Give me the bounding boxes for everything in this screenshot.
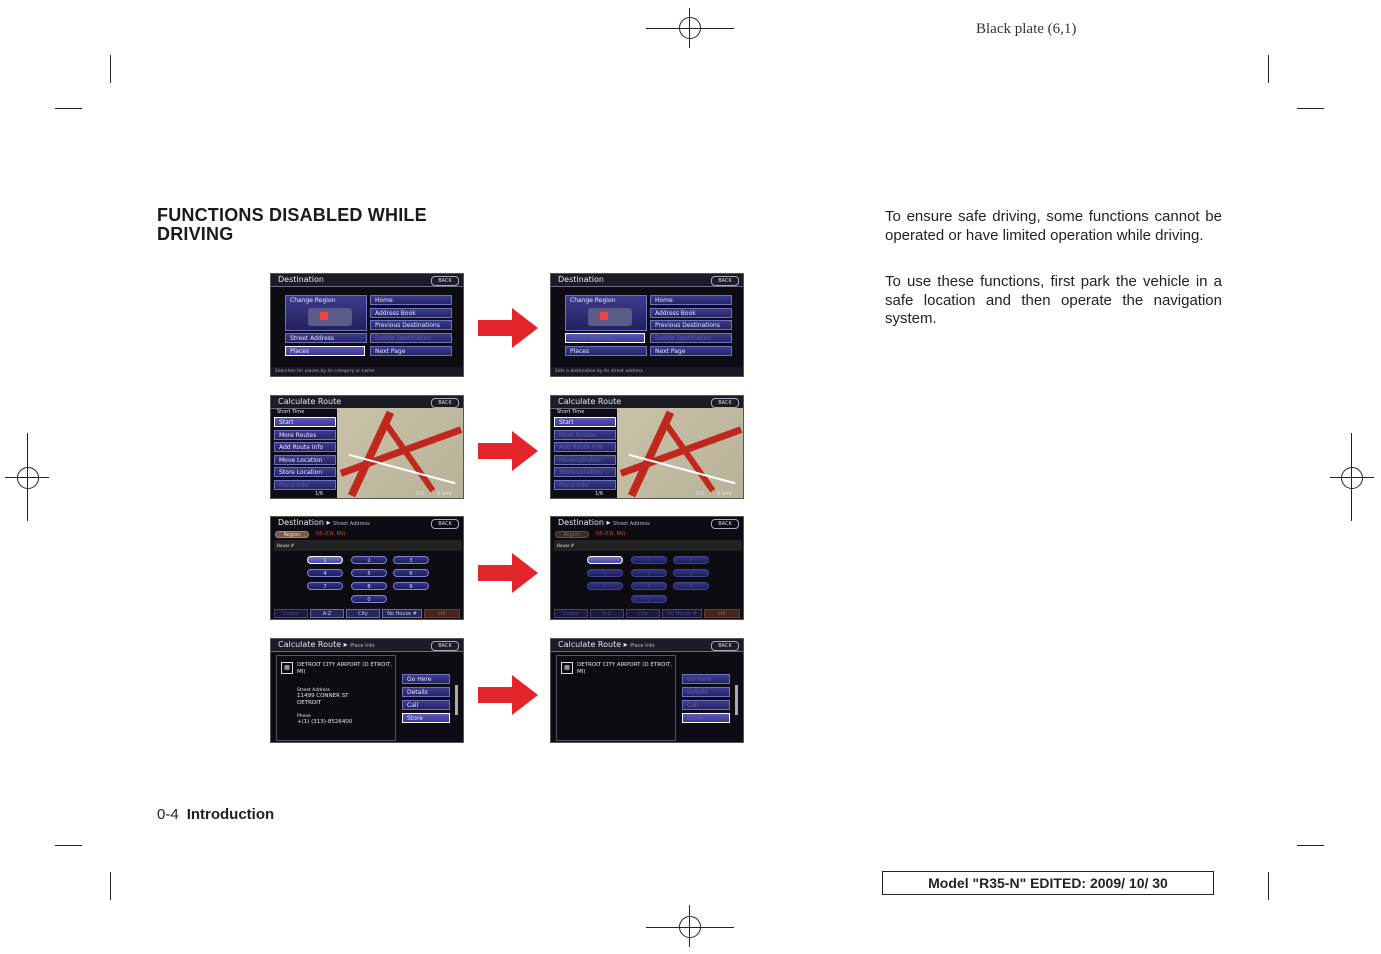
- place-name: DETROIT CITY AIRPORT (D ETROIT, MI): [297, 662, 393, 675]
- page-footer: [157, 806, 274, 823]
- page-indicator: 1/6: [315, 491, 324, 497]
- next-page-button[interactable]: Next Page: [650, 346, 732, 356]
- route-map: [337, 408, 464, 499]
- delete-button[interactable]: Delete: [274, 609, 308, 618]
- store-location-button[interactable]: Store Location: [274, 467, 336, 477]
- house-number-label: House #: [557, 543, 575, 548]
- model-box: Model "R35-N" EDITED: 2009/ 10/ 30: [882, 871, 1214, 895]
- key-2[interactable]: 2: [631, 556, 667, 564]
- home-button[interactable]: Home: [650, 295, 732, 305]
- arrow-right-icon: [478, 553, 538, 593]
- key-3[interactable]: 3: [673, 556, 709, 564]
- screen-street-address-before: [270, 516, 464, 620]
- previous-destinations-button[interactable]: Previous Destinations: [650, 320, 732, 330]
- key-7[interactable]: 7: [307, 582, 343, 590]
- no-house-number-button[interactable]: No House #: [662, 609, 702, 618]
- screen-title-bar: Calculate Route ▸ Place Info: [551, 639, 743, 652]
- key-4[interactable]: 4: [587, 569, 623, 577]
- key-8[interactable]: 8: [351, 582, 387, 590]
- back-button[interactable]: BACK: [431, 276, 459, 286]
- screen-place-info-after: [550, 638, 744, 743]
- key-9[interactable]: 9: [673, 582, 709, 590]
- back-button[interactable]: BACK: [431, 398, 459, 408]
- city-button[interactable]: City: [626, 609, 660, 618]
- phone-number: +(1) (313)-8526400: [297, 719, 353, 725]
- address-book-button[interactable]: Address Book: [370, 308, 452, 318]
- home-button[interactable]: Home: [370, 295, 452, 305]
- back-button[interactable]: BACK: [431, 641, 459, 651]
- key-6[interactable]: 6: [393, 569, 429, 577]
- heading-line-1: FUNCTIONS DISABLED WHILE: [157, 205, 427, 225]
- back-button[interactable]: BACK: [711, 519, 739, 529]
- places-button[interactable]: Places: [565, 346, 647, 356]
- key-6[interactable]: 6: [673, 569, 709, 577]
- screen-title: Calculate Route: [551, 396, 743, 409]
- screen-title: Destination: [271, 274, 463, 287]
- key-4[interactable]: 4: [307, 569, 343, 577]
- back-button[interactable]: BACK: [711, 398, 739, 408]
- ok-button[interactable]: OK: [424, 609, 460, 618]
- screen-hint: Searches for places by its category or name: [271, 367, 463, 376]
- add-route-info-button[interactable]: Add Route Info: [554, 442, 616, 452]
- map-scale: 0.5: [416, 491, 424, 497]
- details-button[interactable]: Details: [402, 687, 450, 697]
- screen-title: Calculate Route: [271, 396, 463, 409]
- map-scale: 0.5: [696, 491, 704, 497]
- place-info-button[interactable]: Place Info: [274, 480, 336, 490]
- building-icon: ▦: [561, 662, 573, 674]
- paragraph-1: To ensure safe driving, some functions cannot be operated or have limited operation while driving.: [885, 208, 1222, 244]
- city-button[interactable]: City: [346, 609, 380, 618]
- address-line-2: DETROIT: [297, 700, 322, 706]
- section-heading: [157, 206, 477, 244]
- phone-label: Phone: [297, 714, 311, 719]
- section-name: Introduction: [186, 806, 275, 823]
- screen-destination-before: [270, 273, 464, 377]
- street-address-button[interactable]: Street Address: [565, 333, 645, 343]
- house-number-label: House #: [277, 543, 295, 548]
- key-7[interactable]: 7: [587, 582, 623, 590]
- arrow-right-icon: [478, 308, 538, 348]
- ok-button[interactable]: OK: [704, 609, 740, 618]
- details-button[interactable]: Details: [682, 687, 730, 697]
- add-route-info-button[interactable]: Add Route Info: [274, 442, 336, 452]
- change-region-button[interactable]: Change Region: [285, 295, 367, 331]
- page-number: 0-4: [157, 806, 179, 823]
- screen-title-bar: Calculate Route ▸ Place Info: [271, 639, 463, 652]
- a-z-button[interactable]: A-Z: [590, 609, 624, 618]
- store-button[interactable]: Store: [682, 713, 730, 723]
- start-button[interactable]: Start: [554, 417, 616, 427]
- place-info-button[interactable]: Place Info: [554, 480, 616, 490]
- key-5[interactable]: 5: [631, 569, 667, 577]
- screen-place-info-before: [270, 638, 464, 743]
- a-z-button[interactable]: A-Z: [310, 609, 344, 618]
- back-button[interactable]: BACK: [711, 276, 739, 286]
- region-button[interactable]: Region: [275, 531, 309, 538]
- screen-title: Destination: [551, 274, 743, 287]
- go-here-button[interactable]: Go Here: [402, 674, 450, 684]
- scrollbar[interactable]: [735, 685, 738, 715]
- key-5[interactable]: 5: [351, 569, 387, 577]
- short-time-label: Short Time: [557, 409, 585, 415]
- map-distance: 0.1mi: [717, 491, 732, 497]
- delete-destination-button[interactable]: Delete Destination: [650, 333, 732, 343]
- delete-destination-button[interactable]: Delete Destination: [370, 333, 452, 343]
- screen-street-address-after: [550, 516, 744, 620]
- screen-title-bar: Destination ▸ Street Address: [271, 517, 463, 530]
- place-name: DETROIT CITY AIRPORT (D ETROIT, MI): [577, 662, 673, 675]
- region-button[interactable]: Region: [555, 531, 589, 538]
- street-address-label: Street Address: [297, 688, 331, 693]
- more-routes-button[interactable]: More Routes: [554, 430, 616, 440]
- house-number-input[interactable]: [554, 540, 742, 551]
- call-button[interactable]: Call: [402, 700, 450, 710]
- key-1[interactable]: 1: [307, 556, 343, 564]
- arrow-right-icon: [478, 431, 538, 471]
- key-9[interactable]: 9: [393, 582, 429, 590]
- key-1[interactable]: [587, 556, 623, 564]
- street-address-button[interactable]: Street Address: [285, 333, 367, 343]
- screen-hint: Sets a destination by its street address: [551, 367, 743, 376]
- more-routes-button[interactable]: More Routes: [274, 430, 336, 440]
- scrollbar[interactable]: [455, 685, 458, 715]
- screen-calculate-route-after: [550, 395, 744, 499]
- back-button[interactable]: BACK: [711, 641, 739, 651]
- key-2[interactable]: 2: [351, 556, 387, 564]
- key-8[interactable]: 8: [631, 582, 667, 590]
- places-button[interactable]: Places: [285, 346, 365, 356]
- no-house-number-button[interactable]: No House #: [382, 609, 422, 618]
- store-button[interactable]: Store: [402, 713, 450, 723]
- previous-destinations-button[interactable]: Previous Destinations: [370, 320, 452, 330]
- go-here-button[interactable]: Go Here: [682, 674, 730, 684]
- key-3[interactable]: 3: [393, 556, 429, 564]
- back-button[interactable]: BACK: [431, 519, 459, 529]
- call-button[interactable]: Call: [682, 700, 730, 710]
- next-page-button[interactable]: Next Page: [370, 346, 452, 356]
- page-indicator: 1/6: [595, 491, 604, 497]
- paragraph-2: To use these functions, first park the vehicle in a safe location and then operate the navigation system.: [885, 273, 1222, 327]
- address-line-1: 11499 CONNER ST: [297, 693, 349, 699]
- region-value: US (CA, NV): [596, 531, 626, 537]
- place-details-panel: [556, 655, 676, 741]
- store-location-button[interactable]: Store Location: [554, 467, 616, 477]
- us-map-icon: [308, 308, 352, 326]
- change-region-button[interactable]: Change Region: [565, 295, 647, 331]
- building-icon: ▦: [281, 662, 293, 674]
- map-distance: 0.1mi: [437, 491, 452, 497]
- short-time-label: Short Time: [277, 409, 305, 415]
- start-button[interactable]: Start: [274, 417, 336, 427]
- screen-calculate-route-before: [270, 395, 464, 499]
- screen-title-bar: Destination ▸ Street Address: [551, 517, 743, 530]
- address-book-button[interactable]: Address Book: [650, 308, 732, 318]
- region-value: US (CA, NV): [316, 531, 346, 537]
- us-map-icon: [588, 308, 632, 326]
- key-0[interactable]: 0: [351, 595, 387, 603]
- place-details-panel: [276, 655, 396, 741]
- arrow-right-icon: [478, 675, 538, 715]
- heading-line-2: DRIVING: [157, 224, 234, 244]
- delete-button[interactable]: Delete: [554, 609, 588, 618]
- house-number-input[interactable]: [274, 540, 462, 551]
- plate-label: Black plate (6,1): [976, 21, 1077, 37]
- move-location-button[interactable]: Move Location: [274, 455, 336, 465]
- screen-destination-after: [550, 273, 744, 377]
- move-location-button[interactable]: Move Location: [554, 455, 616, 465]
- key-0[interactable]: 0: [631, 595, 667, 603]
- route-map: [617, 408, 744, 499]
